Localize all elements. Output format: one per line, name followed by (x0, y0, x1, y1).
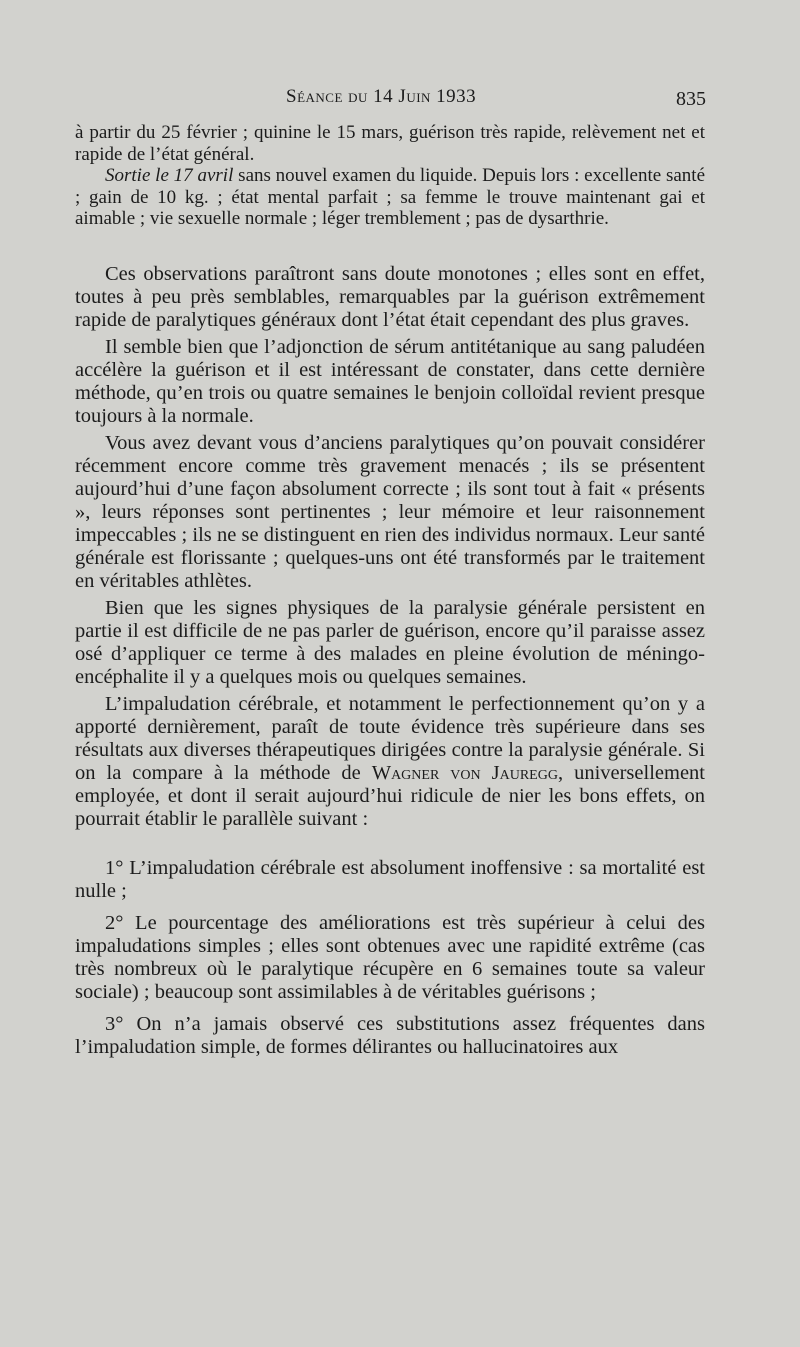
list-item: 2° Le pourcentage des améliorations est très supérieur à celui des impaludations simples ; elles sont obtenues avec une rapidité extrême (cas très nombreux où le paralytique récupère en 6 semaines toute sa valeur sociale) ; beaucoup sont assimilables à de véritables guérisons ; (75, 911, 705, 1003)
comparison-text-before: L’impaludation cérébrale, et notamment le perfectionnement qu’on y a apporté dernièrement, paraît de toute évidence très supérieure dans ses résultats aux diverses thérapeutiques dirigées contre la paralysie générale. Si on la compare à la méthode de (75, 692, 705, 784)
paragraph: Ces observations paraîtront sans doute monotones ; elles sont en effet, toutes à peu près semblables, remarquables par la guérison extrêmement rapide de paralytiques généraux dont l’état était cependant des plus graves. (75, 262, 705, 331)
paragraph: Il semble bien que l’adjonction de sérum antitétanique au sang paludéen accélère la guérison et il est intéressant de constater, dans cette dernière méthode, qu’en trois ou quatre semaines le benjoin colloïdal revient presque toujours à la normale. (75, 335, 705, 427)
paragraph: Bien que les signes physiques de la paralysie générale persistent en partie il est difficile de ne pas parler de guérison, encore qu’il paraisse assez osé d’appliquer ce terme à des malades en pleine évolution de méningo-encéphalite il y a quelques mois ou quelques semaines. (75, 596, 705, 688)
list-item: 3° On n’a jamais observé ces substitutions assez fréquentes dans l’impaludation simple, de formes délirantes ou hallucinatoires aux (75, 1012, 705, 1058)
running-title: Séance du 14 Juin 1933 (286, 86, 477, 107)
sortie-text: sans nouvel examen du liquide. Depuis lors : excellente santé ; gain de 10 kg. ; état mental parfait ; sa femme le trouve maintenant gai et aimable ; vie sexuelle normale ; léger tremblement ; pas de dysarthrie. (75, 165, 705, 229)
comparison-text-after: , universellement employée, et dont il serait aujourd’hui ridicule de nier les bons effets, on pourrait établir le parallèle suivant : (75, 761, 705, 830)
observation-sortie (75, 165, 705, 230)
list-item: 1° L’impaludation cérébrale est absolument inoffensive : sa mortalité est nulle ; (75, 856, 705, 902)
paragraph: Vous avez devant vous d’anciens paralytiques qu’on pouvait considérer récemment encore comme très gravement menacés ; ils se présentent aujourd’hui d’une façon absolument correcte ; ils sont tout à fait « présents », leurs réponses sont pertinentes ; leur mémoire et leur raisonnement impeccables ; ils ne se distinguent en rien des individus normaux. Leur santé générale est florissante ; quelques-uns ont été transformés par le traitement en véritables athlètes. (75, 431, 705, 592)
author-name: Wagner von Jauregg (371, 761, 558, 784)
body-text (75, 122, 705, 1059)
sortie-date: Sortie le 17 avril (105, 165, 234, 186)
page-number: 835 (676, 88, 706, 110)
observation-continuation: à partir du 25 février ; quinine le 15 mars, guérison très rapide, relèvement net et rapide de l’état général. (75, 122, 705, 165)
page-header (0, 86, 800, 116)
comparison-paragraph (75, 693, 705, 831)
